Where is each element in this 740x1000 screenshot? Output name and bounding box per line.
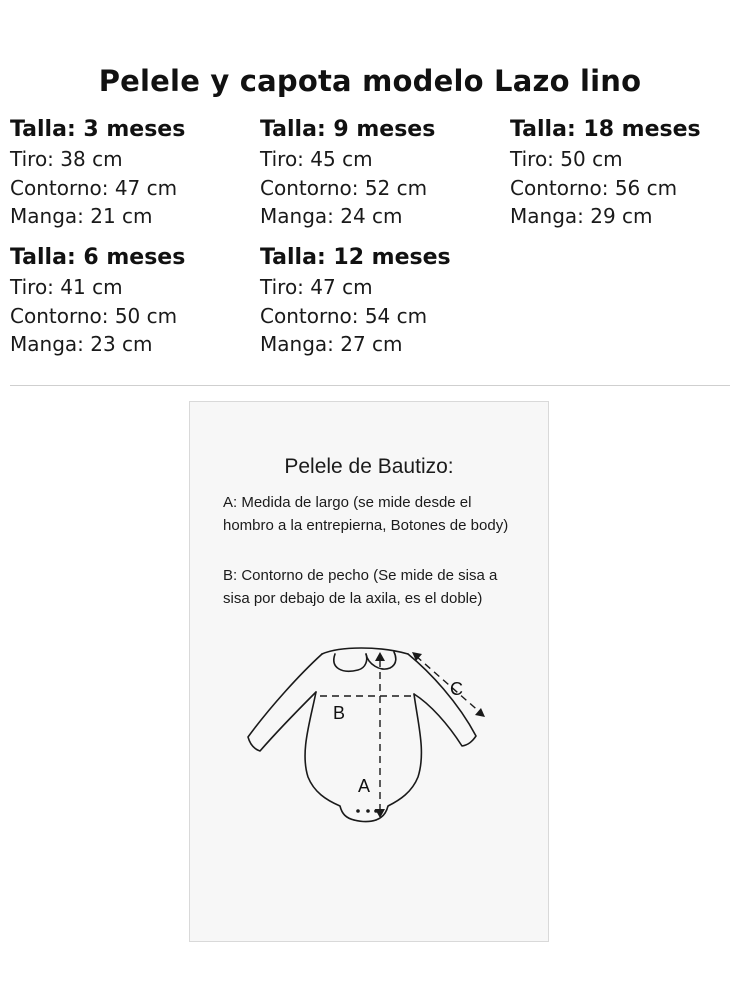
measure-c-line [416,656,482,714]
label-b: B [333,703,346,723]
label-a: A [358,776,371,796]
arrow-c-end [475,708,485,717]
size-block-3-meses [10,116,250,231]
size-heading: Talla: 18 meses [510,117,701,142]
manga-value: Manga: 27 cm [260,332,403,356]
tiro-value: Tiro: 38 cm [10,147,123,171]
manga-value: Manga: 29 cm [510,204,653,228]
guide-b-description: B: Contorno de pecho (Se mide de sisa a sisa por debajo de la axila, es el doble) [223,567,498,607]
measurement-guide-card [189,401,549,942]
label-c: C [450,679,463,699]
size-block-18-meses [510,116,735,231]
tiro-value: Tiro: 47 cm [260,275,373,299]
body-right-side [376,694,421,820]
contorno-value: Contorno: 52 cm [260,175,428,200]
size-heading: Talla: 12 meses [260,245,451,270]
left-sleeve [248,654,322,751]
contorno-value: Contorno: 56 cm [510,175,678,200]
manga-value: Manga: 21 cm [10,204,153,228]
snap-button [374,809,378,813]
snap-button [356,809,360,813]
contorno-value: Contorno: 54 cm [260,303,428,328]
tiro-value: Tiro: 50 cm [510,147,623,171]
size-heading: Talla: 6 meses [10,245,186,270]
size-block-6-meses [10,244,250,359]
tiro-value: Tiro: 41 cm [10,275,123,299]
size-heading: Talla: 9 meses [260,117,436,142]
size-block-9-meses [260,116,500,231]
collar-left [334,654,367,671]
body-crotch [354,820,376,822]
page-title: Pelele y capota modelo Lazo lino [98,64,642,98]
size-block-12-meses [260,244,500,359]
bodysuit-diagram [190,402,550,943]
size-heading: Talla: 3 meses [10,117,186,142]
guide-a-description: A: Medida de largo (se mide desde el hombro a la entrepierna, Botones de body) [223,494,509,534]
contorno-value: Contorno: 47 cm [10,175,178,200]
body-left-side [305,692,354,820]
manga-value: Manga: 23 cm [10,332,153,356]
contorno-value: Contorno: 50 cm [10,303,178,328]
snap-button [366,809,370,813]
arrow-a-top [375,652,385,661]
guide-title: Pelele de Bautizo: [284,455,454,478]
section-divider [10,385,730,386]
tiro-value: Tiro: 45 cm [260,147,373,171]
manga-value: Manga: 24 cm [260,204,403,228]
